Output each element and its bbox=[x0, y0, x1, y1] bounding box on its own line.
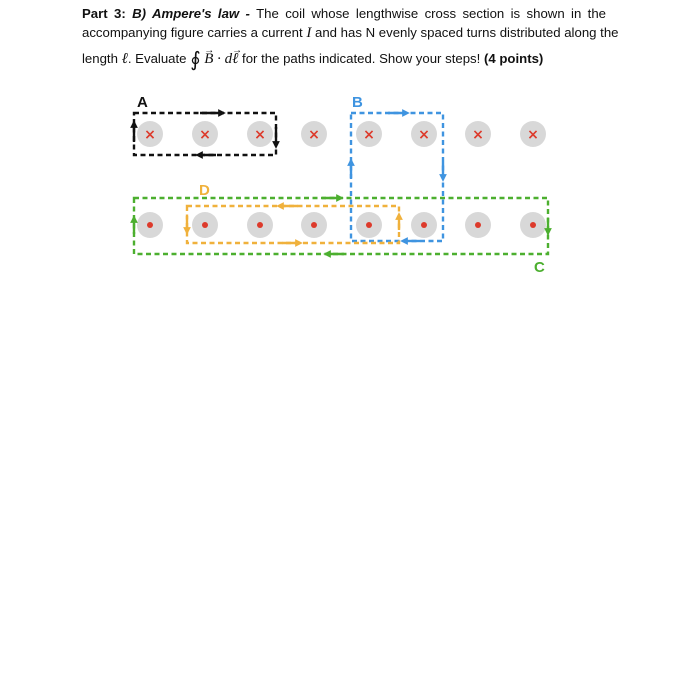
wire-into-page bbox=[520, 121, 546, 147]
contour-integral-sign: ∮ bbox=[190, 47, 201, 71]
bottom-wire-row bbox=[137, 212, 546, 238]
wire-x-mark: × bbox=[144, 127, 156, 143]
wire-out-of-page bbox=[411, 212, 437, 238]
wire-out-of-page bbox=[520, 212, 546, 238]
b-vector-symbol: → B bbox=[204, 50, 213, 69]
points-label: (4 points) bbox=[483, 51, 544, 66]
line3-a: length bbox=[82, 51, 118, 66]
line2-a: accompanying figure carries a current bbox=[82, 25, 303, 40]
part-label: Part 3: bbox=[82, 6, 126, 21]
wire-out-of-page bbox=[356, 212, 382, 238]
top-wire-row bbox=[137, 121, 546, 147]
wire-into-page bbox=[137, 121, 163, 147]
wire-out-of-page bbox=[301, 212, 327, 238]
line3-b: . Evaluate bbox=[127, 51, 187, 66]
line2-b: and has N evenly spaced turns distributed along the bbox=[314, 25, 619, 40]
wire-out-of-page bbox=[465, 212, 491, 238]
wire-out-of-page bbox=[192, 212, 218, 238]
wire-x-mark: × bbox=[199, 127, 211, 143]
line1-tail: The coil whose lengthwise cross section is shown in the bbox=[256, 6, 607, 21]
wire-out-of-page bbox=[137, 212, 163, 238]
wire-into-page bbox=[465, 121, 491, 147]
wire-x-mark: × bbox=[472, 127, 484, 143]
length-symbol: ℓ bbox=[121, 51, 128, 67]
path-a-label: A bbox=[137, 94, 148, 111]
wire-x-mark: × bbox=[308, 127, 320, 143]
wire-out-of-page bbox=[247, 212, 273, 238]
section-title: B) Ampere's law - bbox=[132, 6, 250, 21]
wire-into-page bbox=[301, 121, 327, 147]
wire-into-page bbox=[411, 121, 437, 147]
line3-c: for the paths indicated. Show your steps! bbox=[242, 51, 481, 66]
wire-into-page bbox=[192, 121, 218, 147]
current-symbol: I bbox=[306, 25, 312, 41]
wire-into-page bbox=[356, 121, 382, 147]
path-d-label: D bbox=[199, 182, 210, 199]
wire-x-mark: × bbox=[527, 127, 539, 143]
dot-d-symbol: · d bbox=[217, 51, 233, 67]
l-vector-symbol: → ℓ bbox=[232, 50, 238, 69]
path-c-label: C bbox=[534, 259, 545, 276]
wire-x-mark: × bbox=[418, 127, 430, 143]
wire-x-mark: × bbox=[254, 127, 266, 143]
path-b-label: B bbox=[352, 94, 363, 111]
wire-into-page bbox=[247, 121, 273, 147]
wire-x-mark: × bbox=[363, 127, 375, 143]
